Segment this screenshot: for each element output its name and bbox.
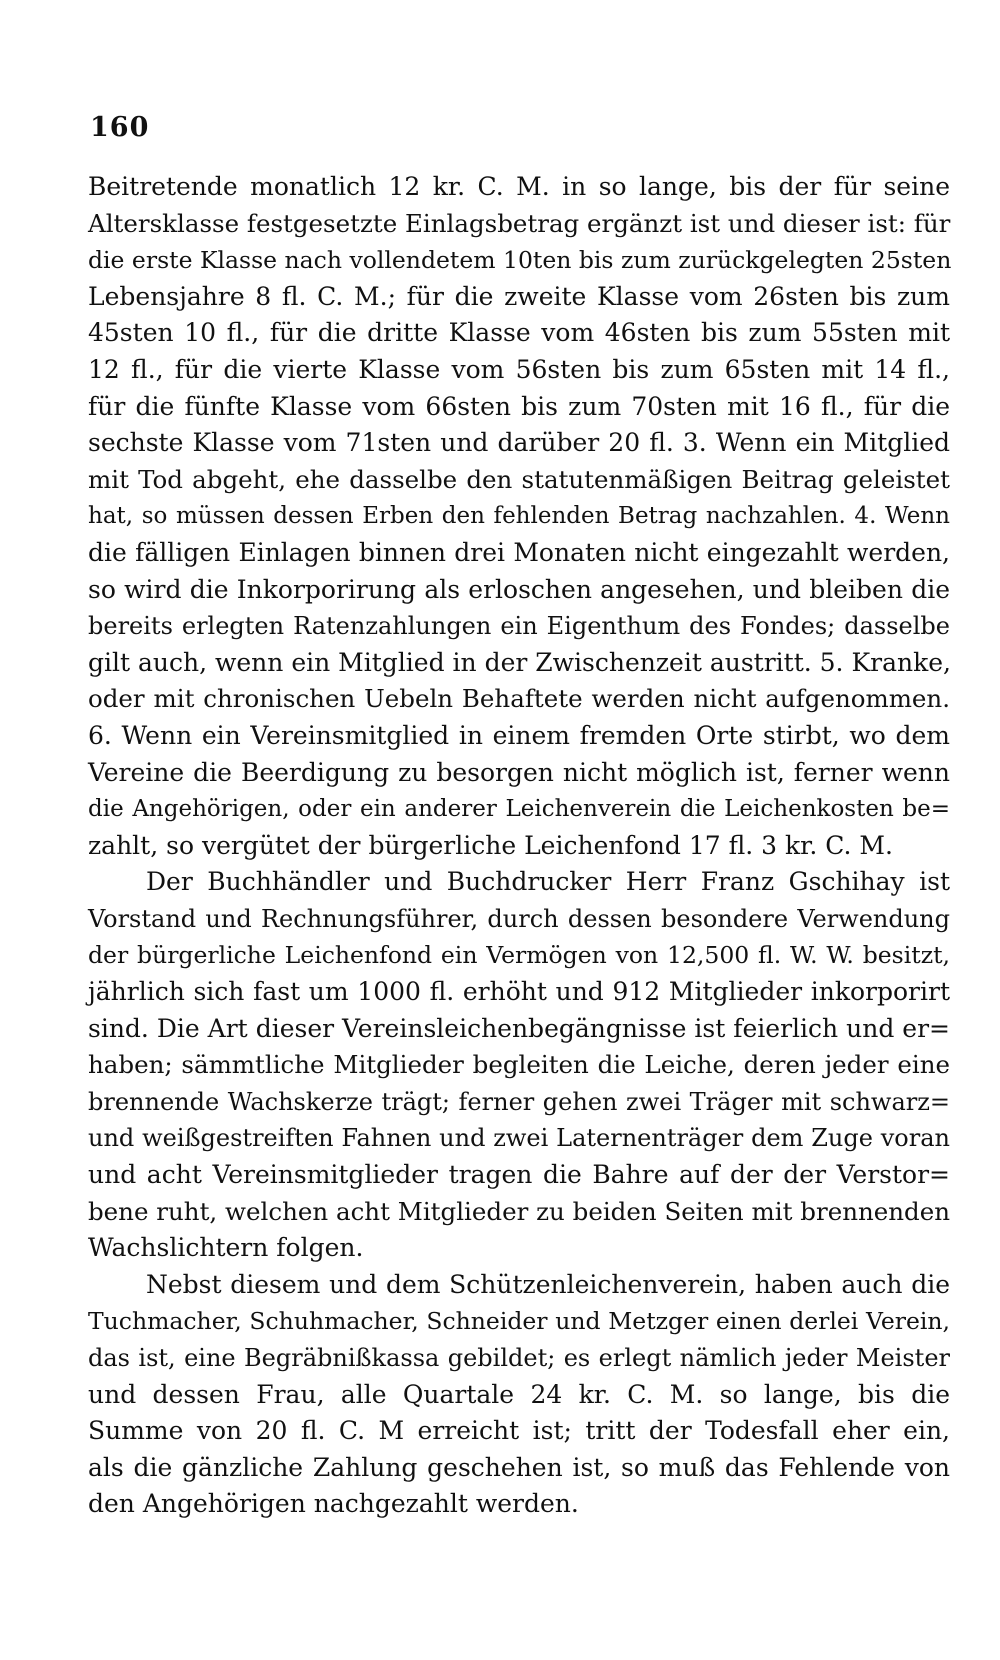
text-line: die fälligen Einlagen binnen drei Monaten nicht eingezahlt werden, [88,537,950,567]
text-line: die erste Klasse nach vollendetem 10ten bis zum zurückgelegten 25sten [88,246,952,275]
body-text [88,169,950,1523]
text-line: als die gänzliche Zahlung geschehen ist, so muß das Fehlende von [88,1452,950,1482]
text-line: Vereine die Beerdigung zu besorgen nicht möglich ist, ferner wenn [88,757,950,787]
text-line: mit Tod abgeht, ehe dasselbe den statutenmäßigen Beitrag geleistet [88,464,950,494]
text-line: so wird die Inkorporirung als erloschen angesehen, und bleiben die [88,574,950,604]
text-line: Nebst diesem und dem Schützenleichenverein, haben auch die [146,1269,950,1299]
text-line: und dessen Frau, alle Quartale 24 kr. C. M. so lange, bis die [88,1379,950,1409]
text-line: der bürgerliche Leichenfond ein Vermögen von 12,500 fl. W. W. besitzt, [88,941,950,970]
text-line: jährlich sich fast um 1000 fl. erhöht und 912 Mitglieder inkorporirt [88,977,950,1007]
text-line: bene ruht, welchen acht Mitglieder zu beiden Seiten mit brennenden [88,1196,950,1226]
text-line: 6. Wenn ein Vereinsmitglied in einem fremden Orte stirbt, wo dem [88,720,950,750]
paragraph-1 [88,169,950,864]
text-line: sechste Klasse vom 71sten und darüber 20 fl. 3. Wenn ein Mitglied [88,428,950,458]
paragraph-3 [88,1267,950,1523]
paragraph-2 [88,864,950,1267]
text-line: für die fünfte Klasse vom 66sten bis zum 70sten mit 16 fl., für die [88,391,950,421]
text-line: Tuchmacher, Schuhmacher, Schneider und Metzger einen derlei Verein, [88,1307,950,1336]
text-line: und acht Vereinsmitglieder tragen die Bahre auf der der Verstor= [88,1160,950,1190]
text-line: 12 fl., für die vierte Klasse vom 56sten bis zum 65sten mit 14 fl., [88,354,950,384]
text-line: Der Buchhändler und Buchdrucker Herr Franz Gschihay ist [146,867,950,897]
text-line: sind. Die Art dieser Vereinsleichenbegängnisse ist feierlich und er= [88,1013,950,1043]
text-line: Altersklasse festgesetzte Einlagsbetrag ergänzt ist und dieser ist: für [88,208,951,238]
text-line: die Angehörigen, oder ein anderer Leichenverein die Leichenkosten be= [88,796,950,823]
text-line: gilt auch, wenn ein Mitglied in der Zwischenzeit austritt. 5. Kranke, [88,647,951,677]
text-line: haben; sämmtliche Mitglieder begleiten die Leiche, deren jeder eine [88,1050,950,1080]
text-line: Wachslichtern folgen. [88,1233,364,1263]
text-line: zahlt, so vergütet der bürgerliche Leichenfond 17 fl. 3 kr. C. M. [88,830,893,860]
text-line: Lebensjahre 8 fl. C. M.; für die zweite Klasse vom 26sten bis zum [88,281,950,311]
text-line: den Angehörigen nachgezahlt werden. [88,1489,579,1519]
text-line: 45sten 10 fl., für die dritte Klasse vom 46sten bis zum 55sten mit [88,318,950,348]
text-line: Beitretende monatlich 12 kr. C. M. in so lange, bis der für seine [88,172,950,201]
text-line: hat, so müssen dessen Erben den fehlenden Betrag nachzahlen. 4. Wenn [88,503,950,530]
text-line: Summe von 20 fl. C. M erreicht ist; tritt der Todesfall eher ein, [88,1416,950,1446]
page-number: 160 [90,112,150,143]
text-line: oder mit chronischen Uebeln Behaftete werden nicht aufgenommen. [88,684,950,714]
text-line: Vorstand und Rechnungsführer, durch dessen besondere Verwendung [88,904,950,933]
text-line: das ist, eine Begräbnißkassa gebildet; es erlegt nämlich jeder Meister [88,1344,950,1372]
text-line: und weißgestreiften Fahnen und zwei Laternenträger dem Zuge voran [88,1124,950,1153]
text-line: brennende Wachskerze trägt; ferner gehen zwei Träger mit schwarz= [88,1087,950,1116]
text-line: bereits erlegten Ratenzahlungen ein Eigenthum des Fondes; dasselbe [88,612,950,641]
